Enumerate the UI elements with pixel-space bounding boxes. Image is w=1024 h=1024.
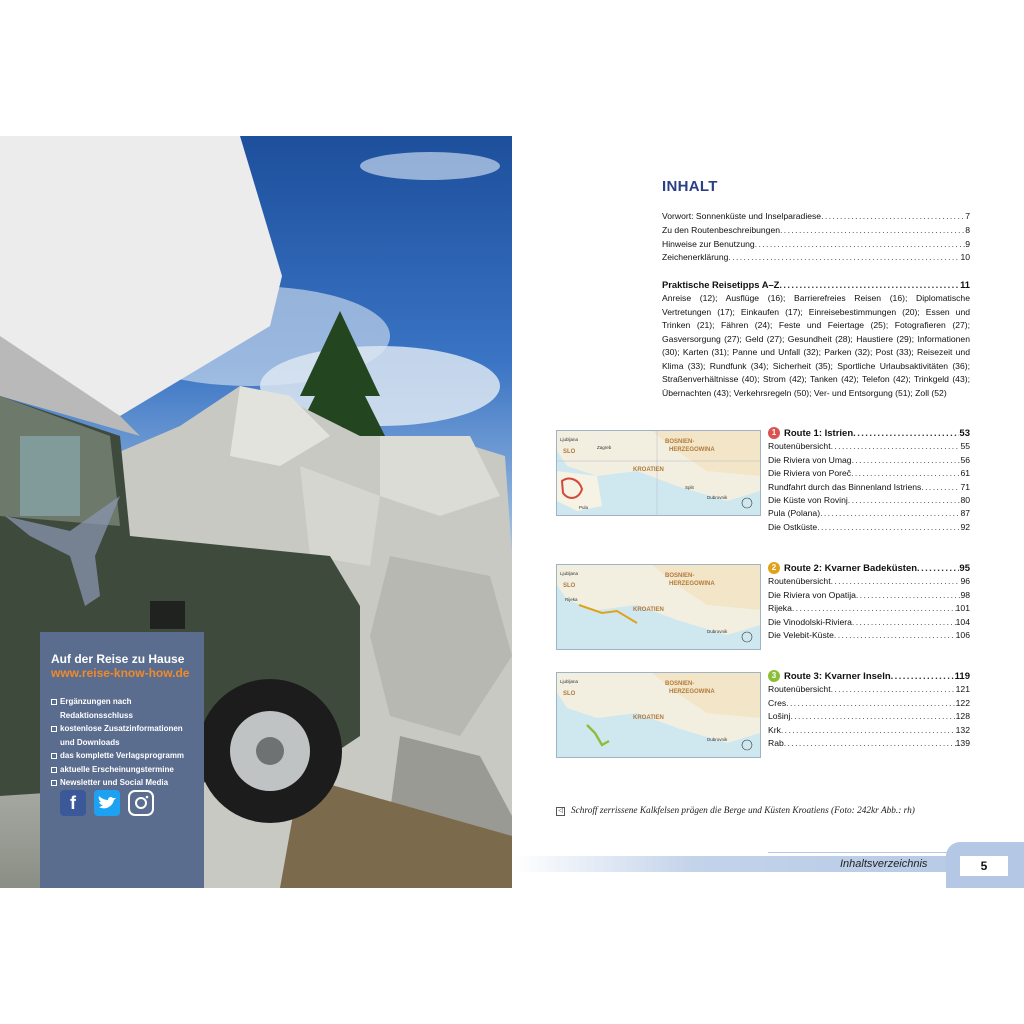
toc-dots <box>856 589 961 602</box>
toc-entry-page: 96 <box>960 576 970 587</box>
caption-text: Schroff zerrissene Kalkfelsen prägen die Berge und Küsten Kroatiens (Foto: 242kr Abb.: rh) <box>571 806 915 816</box>
toc-entry-title: Hinweise zur Benutzung <box>662 239 755 249</box>
map-city: Dubrovnik <box>707 629 728 634</box>
toc-entry[interactable] <box>768 710 970 723</box>
toc-entry-title: Routenübersicht <box>768 576 831 587</box>
toc-dots <box>820 507 960 520</box>
toc-dots <box>852 454 961 467</box>
toc-entry-title: Zeichenerklärung <box>662 252 729 262</box>
toc-dots <box>790 710 955 723</box>
toc-entry-title: Lošinj <box>768 711 791 722</box>
toc-entry-title: Die Vinodolski-Riviera <box>768 616 852 627</box>
twitter-icon[interactable] <box>94 790 120 816</box>
toc-dots <box>779 278 960 291</box>
map-city: Ljubljana <box>560 571 579 576</box>
toc-entry-title: Pula (Polana) <box>768 508 821 519</box>
toc-dots <box>792 602 956 615</box>
toc-dots <box>831 575 961 588</box>
toc-entry[interactable] <box>768 724 970 737</box>
toc-dots <box>891 670 955 683</box>
toc-entry-page: 104 <box>955 616 970 627</box>
toc-entry[interactable] <box>768 507 970 520</box>
instagram-icon[interactable] <box>128 790 154 816</box>
route-3-title: Route 3: Kvarner Inseln <box>784 671 891 682</box>
toc-entry-title: Krk <box>768 724 781 735</box>
map-label-country: KROATIEN <box>633 467 664 473</box>
facebook-icon[interactable]: f <box>60 790 86 816</box>
route-3-map <box>556 672 761 758</box>
toc-entry-page: 80 <box>960 495 970 506</box>
toc-entry-title: Die Küste von Rovinj <box>768 495 848 506</box>
toc-entry-title: Zu den Routenbeschreibungen <box>662 225 781 235</box>
toc-entry[interactable] <box>768 589 970 602</box>
map-label-slo: SLO <box>563 583 576 589</box>
promo-box <box>40 632 204 888</box>
map-city: Ljubljana <box>560 679 579 684</box>
map-city: Ljubljana <box>560 437 579 442</box>
map-label-region-a: BOSNIEN- <box>665 439 695 445</box>
toc-entry-title: Vorwort: Sonnenküste und Inselparadiese <box>662 211 822 221</box>
toc-dots <box>852 616 956 629</box>
route-3-section <box>768 670 970 750</box>
toc-dots <box>786 697 956 710</box>
map-city: Dubrovnik <box>707 737 728 742</box>
toc-entry-title: Die Riviera von Opatija <box>768 589 856 600</box>
toc-entry-title: Routenübersicht <box>768 441 831 452</box>
route-1-section <box>768 427 970 534</box>
route-3-page: 119 <box>954 671 970 682</box>
map-label-slo: SLO <box>563 691 576 697</box>
toc-dots <box>853 427 959 440</box>
toc-dots <box>831 440 961 453</box>
map-label-country: KROATIEN <box>633 715 664 721</box>
toc-entry-page: 9 <box>965 239 970 249</box>
promo-item: aktuelle Erscheinungstermine <box>51 763 194 777</box>
toc-entry[interactable] <box>768 602 970 615</box>
caption-marker-icon: ◁ <box>556 807 565 816</box>
toc-entry-title: Rundfahrt durch das Binnenland Istriens <box>768 481 922 492</box>
footer-section-label: Inhaltsverzeichnis <box>840 858 928 870</box>
promo-title: Auf der Reise zu Hause <box>51 652 185 666</box>
toc-entry[interactable] <box>768 737 970 750</box>
toc-entry-page: 71 <box>960 481 970 492</box>
map-city: Split <box>685 485 694 490</box>
promo-list <box>51 695 194 790</box>
toc-dots <box>784 737 956 750</box>
route-2-badge: 2 <box>768 562 780 574</box>
toc-entry-page: 56 <box>960 454 970 465</box>
toc-entry[interactable] <box>768 481 970 494</box>
toc-entry-page: 7 <box>965 211 970 221</box>
toc-entry-title: Die Ostküste <box>768 521 818 532</box>
toc-dots <box>728 251 960 264</box>
toc-entry-title: Rab <box>768 738 784 749</box>
toc-entry-title: Die Riviera von Poreč <box>768 468 852 479</box>
route-3-map-drawing <box>557 673 760 757</box>
route-2-map <box>556 564 761 650</box>
route-1-page: 53 <box>959 428 970 439</box>
toc-entry-title: Routenübersicht <box>768 684 831 695</box>
route-1-heading[interactable] <box>768 427 970 440</box>
map-city: Dubrovnik <box>707 495 728 500</box>
toc-entry-page: 92 <box>960 521 970 532</box>
page-number: 5 <box>960 856 1008 876</box>
route-2-map-drawing <box>557 565 760 649</box>
toc-entry[interactable] <box>662 224 970 237</box>
toc-dots <box>848 494 961 507</box>
toc-dots <box>755 238 966 251</box>
toc-entry[interactable] <box>768 616 970 629</box>
toc-entry-page: 87 <box>960 508 970 519</box>
toc-entry[interactable] <box>768 494 970 507</box>
route-3-heading[interactable] <box>768 670 970 683</box>
promo-item: das komplette Verlagsprogramm <box>51 749 194 763</box>
toc-dots <box>781 724 956 737</box>
route-2-title: Route 2: Kvarner Badeküsten <box>784 563 918 574</box>
toc-entry[interactable] <box>768 454 970 467</box>
map-label-region-b: HERZEGOWINA <box>669 581 715 587</box>
toc-entry[interactable] <box>768 697 970 710</box>
toc-section-page: 11 <box>960 279 970 290</box>
map-city: Rijeka <box>565 597 578 602</box>
route-2-page: 95 <box>959 563 970 574</box>
photo-caption <box>556 806 915 816</box>
promo-url-link[interactable]: www.reise-know-how.de <box>51 666 190 680</box>
toc-entry-page: 55 <box>960 441 970 452</box>
toc-dots <box>821 210 965 223</box>
toc-entry[interactable] <box>768 683 970 696</box>
map-label-region-b: HERZEGOWINA <box>669 447 715 453</box>
map-label-region-a: BOSNIEN- <box>665 573 695 579</box>
toc-entry-title: Die Velebit-Küste <box>768 630 834 641</box>
promo-item: Newsletter und Social Media <box>51 776 194 790</box>
toc-dots <box>921 481 960 494</box>
toc-entry-page: 128 <box>955 711 970 722</box>
toc-entry-page: 139 <box>955 738 970 749</box>
toc-heading: INHALT <box>662 178 718 195</box>
toc-dots <box>917 562 959 575</box>
route-1-badge: 1 <box>768 427 780 439</box>
page-number-tab <box>946 842 1024 888</box>
toc-entry-title: Rijeka <box>768 603 792 614</box>
toc-entry-page: 8 <box>965 225 970 235</box>
map-label-country: KROATIEN <box>633 607 664 613</box>
reisetipps-text: Anreise (12); Ausflüge (16); Barrierefreies Reisen (16); Diplomatische Vertretungen (17); Einkaufen (17); Einreisebestimmungen (20); Essen und Trinken (21); Fähren (24); Feste und Feiertage (25); Fotografieren (27); Gasversorgung (27); Geld (27); Gesundheit (28); Haustiere (29); Informationen (30); Karten (31); Panne und Unfall (32); Parken (32); Post (33); Reisezeit und Klima (33); Rundfunk (34); Sicherheit (35); Sportliche Urlaubsaktivitäten (36); Straßenverhältnisse (40); Strom (42); Tanken (42); Telefon (42); Trinkgeld (43); Übernachten (43); Verkehrsregeln (50); Ver- und Entsorgung (51); Zoll (52) <box>662 293 970 398</box>
toc-entry-page: 98 <box>960 589 970 600</box>
toc-entry-page: 61 <box>960 468 970 479</box>
map-label-region-b: HERZEGOWINA <box>669 689 715 695</box>
toc-entry[interactable] <box>768 521 970 534</box>
toc-entry-page: 106 <box>955 630 970 641</box>
toc-entry-page: 121 <box>955 684 970 695</box>
toc-entry-title: Die Riviera von Umag <box>768 454 852 465</box>
route-2-heading[interactable] <box>768 562 970 575</box>
toc-entry[interactable] <box>662 238 970 251</box>
toc-entry-page: 10 <box>960 252 970 262</box>
toc-entry-title: Cres <box>768 697 787 708</box>
toc-entry-page: 101 <box>955 603 970 614</box>
map-label-region-a: BOSNIEN- <box>665 681 695 687</box>
route-1-map-drawing <box>557 431 760 515</box>
route-3-badge: 3 <box>768 670 780 682</box>
toc-entry[interactable] <box>768 629 970 642</box>
toc-dots <box>831 683 956 696</box>
toc-dots <box>834 629 956 642</box>
map-city: Pula <box>579 505 589 510</box>
promo-item: kostenlose Zusatzinformationen <box>51 722 194 736</box>
route-1-title: Route 1: Istrien <box>784 428 854 439</box>
toc-dots <box>851 467 960 480</box>
toc-entry[interactable] <box>662 210 970 223</box>
toc-entry[interactable] <box>768 467 970 480</box>
route-2-section <box>768 562 970 642</box>
toc-section-title: Praktische Reisetipps A–Z <box>662 279 780 290</box>
toc-entry[interactable] <box>768 575 970 588</box>
toc-entry-page: 132 <box>955 724 970 735</box>
route-1-map <box>556 430 761 516</box>
toc-dots <box>780 224 965 237</box>
toc-entry[interactable] <box>662 251 970 264</box>
toc-dots <box>817 521 960 534</box>
social-icons <box>60 790 154 816</box>
map-city: Zagreb <box>597 445 612 450</box>
toc-entry[interactable] <box>768 440 970 453</box>
promo-item: und Downloads <box>60 737 120 747</box>
toc-section-reisetipps[interactable] <box>662 278 970 291</box>
map-label-slo: SLO <box>563 449 576 455</box>
promo-item: Ergänzungen nach Redaktionsschluss <box>51 695 194 722</box>
toc-entry-page: 122 <box>955 697 970 708</box>
